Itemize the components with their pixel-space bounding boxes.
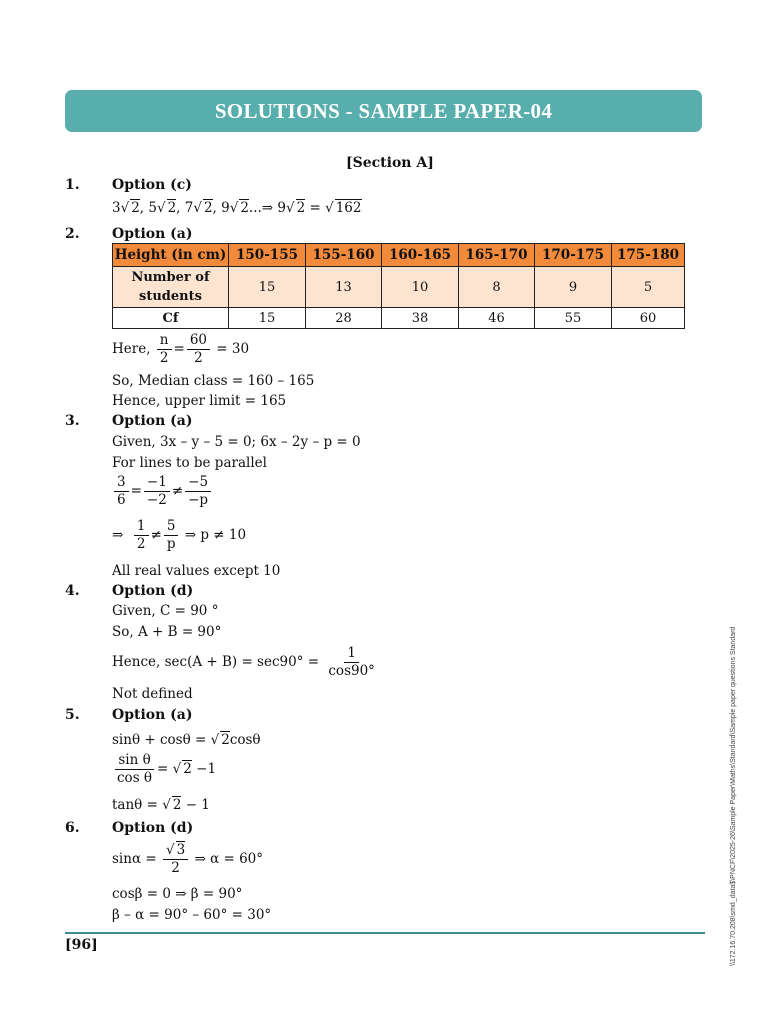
question-number: 4. bbox=[65, 583, 80, 599]
table-cell: 9 bbox=[535, 267, 612, 308]
q2-median-position: Here, $\frac{n}{2}$ = $\frac{60}{2}$ = 30 bbox=[112, 332, 250, 366]
fraction: $\frac{60}{2}$ bbox=[187, 332, 210, 367]
answer-option: Option (a) bbox=[112, 413, 193, 429]
text-line: Given, 3x – y – 5 = 0; 6x – 2y – p = 0 bbox=[112, 434, 361, 450]
table-cell: 28 bbox=[306, 308, 382, 329]
table-header-cell: 165-170 bbox=[459, 244, 535, 267]
question-number: 3. bbox=[65, 413, 80, 429]
q5-ratio: $\frac{\text{sin θ}}{\text{cos θ}}$ = √ 2 −1 bbox=[112, 752, 216, 787]
fraction: $\frac{5}{p}$ bbox=[164, 518, 179, 553]
question-number: 2. bbox=[65, 226, 80, 242]
table-cell: 5 bbox=[612, 267, 685, 308]
page-number: [96] bbox=[65, 937, 98, 953]
text-line: cosβ = 0 ⇒ β = 90° bbox=[112, 886, 243, 902]
answer-option: Option (c) bbox=[112, 177, 192, 193]
table-cell: 13 bbox=[306, 267, 382, 308]
table-cell: 55 bbox=[535, 308, 612, 329]
table-header-cell: 155-160 bbox=[306, 244, 382, 267]
table-cell: 8 bbox=[459, 267, 535, 308]
text-line: So, Median class = 160 – 165 bbox=[112, 373, 315, 389]
fraction: $\frac{\text{sin θ}}{\text{cos θ}}$ bbox=[117, 752, 153, 786]
table-cell: 38 bbox=[382, 308, 459, 329]
table-cell: 10 bbox=[382, 267, 459, 308]
answer-option: Option (d) bbox=[112, 820, 194, 836]
table-cell: 15 bbox=[229, 308, 306, 329]
table-cell: 15 bbox=[229, 267, 306, 308]
fraction: $\frac{√ 3}{2}$ bbox=[163, 842, 188, 877]
text-line: Not defined bbox=[112, 686, 193, 702]
footer-rule bbox=[65, 932, 705, 934]
fraction: $\frac{3}{6}$ bbox=[114, 474, 129, 509]
fraction: $\frac{n}{2}$ bbox=[157, 332, 172, 367]
fraction: $\frac{-5}{-p}$ bbox=[185, 474, 211, 509]
q6-sin-alpha: sinα = $\frac{√ 3}{2}$ ⇒ α = 60° bbox=[112, 842, 264, 876]
q3-result: ⇒ $\frac{1}{2}$ ≠ $\frac{5}{p}$ ⇒ p ≠ 10 bbox=[112, 518, 247, 552]
table-cell: 60 bbox=[612, 308, 685, 329]
q5-equation: sinθ + cosθ = √ 2cosθ bbox=[112, 732, 261, 748]
question-number: 5. bbox=[65, 707, 80, 723]
answer-option: Option (a) bbox=[112, 226, 193, 242]
table-header-cell: Height (in cm) bbox=[113, 244, 229, 267]
table-header-cell: 175-180 bbox=[612, 244, 685, 267]
table-header-cell: 150-155 bbox=[229, 244, 306, 267]
q3-ratio-condition: $\frac{3}{6}$ = $\frac{-1}{-2}$ ≠ $\frac{-5}{-p}$ bbox=[112, 474, 213, 509]
text-line: All real values except 10 bbox=[112, 563, 281, 579]
text-line: So, A + B = 90° bbox=[112, 624, 222, 640]
table-cell: 46 bbox=[459, 308, 535, 329]
text-line: Given, C = 90 ° bbox=[112, 603, 219, 619]
table-header-cell: 170-175 bbox=[535, 244, 612, 267]
section-label: [Section A] bbox=[346, 155, 434, 171]
table-row-label: Cf bbox=[113, 308, 229, 329]
fraction: $\frac{1}{2}$ bbox=[134, 518, 149, 553]
question-number: 1. bbox=[65, 177, 80, 193]
text-line: For lines to be parallel bbox=[112, 455, 267, 471]
text-line: β – α = 90° – 60° = 30° bbox=[112, 907, 272, 923]
answer-option: Option (a) bbox=[112, 707, 193, 723]
fraction: $\frac{1}{\cos 90^\circ}$ bbox=[328, 645, 375, 679]
frequency-table bbox=[112, 243, 685, 329]
q5-tan: tanθ = √ 2 − 1 bbox=[112, 797, 210, 813]
q1-sequence: 3√ 2, 5√ 2, 7√ 2, 9√ 2...⇒ 9√ 2 = √ 162 bbox=[112, 200, 362, 216]
question-number: 6. bbox=[65, 820, 80, 836]
fraction: $\frac{-1}{-2}$ bbox=[144, 474, 170, 509]
title-banner bbox=[65, 90, 702, 132]
q4-sec-expression: Hence, sec(A + B) = sec90° = $\frac{1}{\cos 90^\circ}$ bbox=[112, 645, 380, 680]
text-line: Hence, upper limit = 165 bbox=[112, 393, 287, 409]
file-path-margin-text: \\172.16.70.208\smd_data$\PNCF\2025-26\Sample Paper\Maths\Standard\Sample paper questions Standard bbox=[730, 626, 737, 966]
page-title: SOLUTIONS - SAMPLE PAPER-04 bbox=[214, 98, 553, 123]
table-row-label: Number of students bbox=[113, 267, 229, 308]
table-header-cell: 160-165 bbox=[382, 244, 459, 267]
answer-option: Option (d) bbox=[112, 583, 194, 599]
